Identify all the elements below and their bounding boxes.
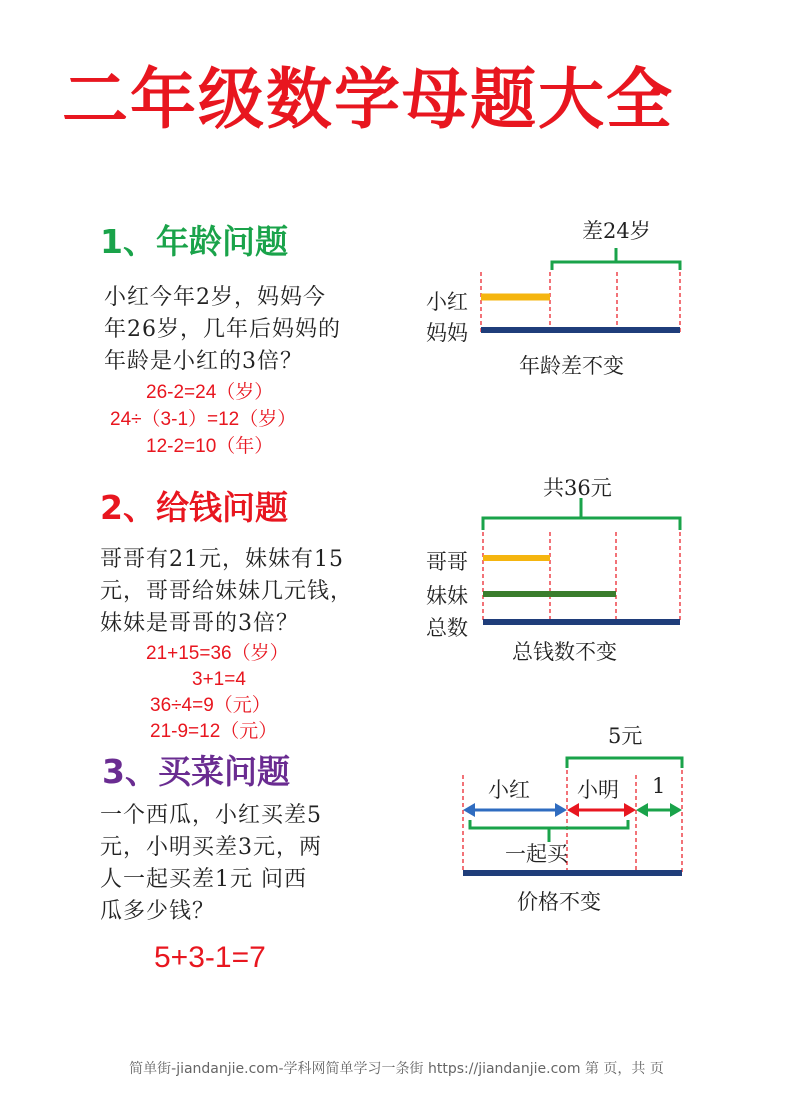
brace [567, 758, 682, 768]
solution-line: 21-9=12（元） [150, 721, 278, 742]
row-label: 小红 [426, 290, 468, 314]
arrowhead [670, 803, 682, 817]
arrowhead [636, 803, 648, 817]
diagram-3-top-label: 5元 [608, 724, 643, 748]
row-label: 妹妹 [426, 584, 468, 608]
solution-line: 36÷4=9（元） [150, 695, 271, 716]
arrowhead [567, 803, 579, 817]
problem-line: 小红今年2岁，妈妈今 [104, 285, 326, 310]
solution-line: 21+15=36（岁） [146, 643, 289, 664]
row-label: 总数 [426, 616, 468, 640]
section-1-heading: 1、年龄问题 [100, 222, 288, 261]
together-label: 一起买 [505, 842, 568, 866]
arrowhead [555, 803, 567, 817]
segment-label: 小明 [577, 778, 619, 802]
brace-together [470, 820, 628, 828]
arrowhead [463, 803, 475, 817]
diagram-1-top-label: 差24岁 [582, 219, 651, 243]
section-3-heading: 3、买菜问题 [102, 752, 290, 791]
arrowhead [624, 803, 636, 817]
problem-line: 年26岁，几年后妈妈的 [104, 317, 341, 342]
diagram-2 [483, 498, 680, 622]
row-label: 妈妈 [426, 321, 468, 345]
diagram-3-bottom-label: 价格不变 [517, 890, 601, 914]
diagram-1 [481, 248, 680, 335]
section-2-heading: 2、给钱问题 [100, 488, 288, 527]
brace [483, 518, 680, 530]
problem-line: 年龄是小红的3倍？ [104, 349, 303, 374]
solution-line: 12-2=10（年） [146, 436, 274, 457]
page-title: 二年级数学母题大全 [62, 61, 674, 138]
problem-line: 元，小明买差3元，两 [100, 835, 322, 860]
problem-line: 人一起买差1元 问西 [100, 867, 307, 892]
problem-line: 元，哥哥给妹妹几元钱， [100, 579, 354, 604]
row-label: 哥哥 [426, 550, 468, 574]
segment-label: 1 [652, 774, 666, 798]
solution-line: 5+3-1=7 [154, 941, 266, 974]
problem-line: 哥哥有21元，妹妹有15 [100, 547, 344, 572]
diagram-2-top-label: 共36元 [543, 476, 612, 500]
problem-line: 一个西瓜，小红买差5 [100, 803, 322, 828]
diagram-1-bottom-label: 年龄差不变 [519, 354, 624, 378]
footer: 简单街-jiandanjie.com-学科网简单学习一条街 https://jiandanjie.com 第 页，共 页 [129, 1061, 664, 1077]
problem-line: 瓜多少钱？ [100, 899, 216, 924]
solution-line: 26-2=24（岁） [146, 382, 274, 403]
problem-line: 妹妹是哥哥的3倍？ [100, 611, 299, 636]
solution-line: 3+1=4 [192, 669, 246, 690]
segment-label: 小红 [488, 778, 530, 802]
diagram-2-bottom-label: 总钱数不变 [512, 640, 617, 664]
brace [552, 262, 680, 270]
solution-line: 24÷（3-1）=12（岁） [110, 409, 297, 430]
